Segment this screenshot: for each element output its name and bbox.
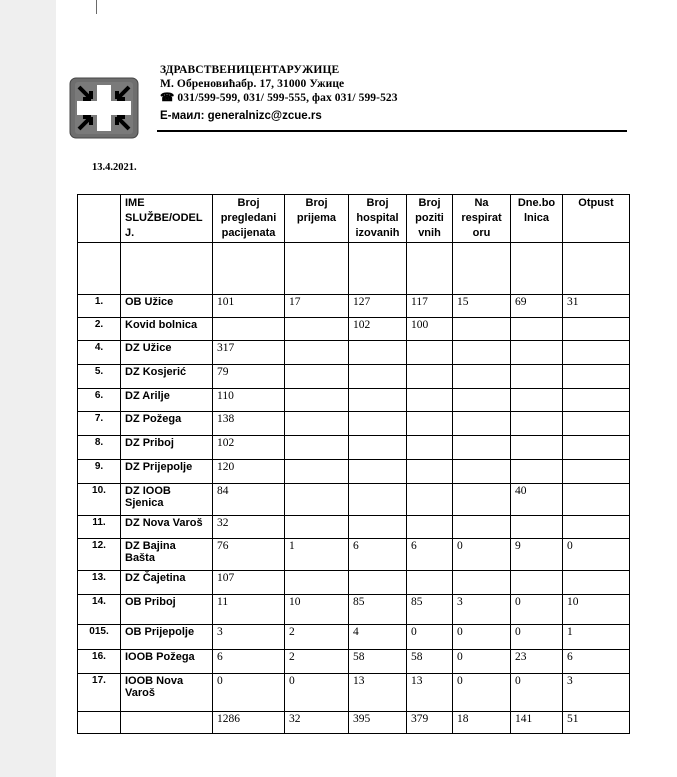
value-cell — [213, 318, 285, 341]
total-cell: 32 — [285, 712, 349, 734]
value-cell — [453, 571, 511, 595]
table-row — [78, 318, 630, 341]
column-header-line: SLUŽBE/ODEL — [125, 212, 203, 224]
health-center-logo — [69, 77, 139, 139]
total-cell: 51 — [563, 712, 630, 734]
value-cell: 102 — [213, 436, 285, 460]
value-cell: 9 — [511, 539, 563, 571]
table-row — [78, 516, 630, 539]
value-cell — [285, 436, 349, 460]
left-margin-strip — [0, 0, 56, 777]
total-cell: 141 — [511, 712, 563, 734]
value-cell — [407, 571, 453, 595]
value-cell — [511, 516, 563, 539]
value-cell — [349, 412, 407, 436]
unit-name-line: IOOB Nova — [125, 675, 184, 687]
value-cell — [349, 484, 407, 516]
table-header-row — [78, 195, 630, 243]
total-cell: 18 — [453, 712, 511, 734]
org-phones: 031/599-599, 031/ 599-555, фах 031/ 599-523 — [177, 92, 398, 104]
value-cell: 1 — [563, 625, 630, 650]
row-number: 4. — [78, 341, 121, 365]
value-cell: 0 — [453, 674, 511, 712]
value-cell: 0 — [453, 539, 511, 571]
value-cell: 3 — [563, 674, 630, 712]
value-cell — [563, 460, 630, 484]
total-cell: 379 — [407, 712, 453, 734]
value-cell — [349, 365, 407, 389]
unit-name — [121, 341, 213, 365]
total-cell: 1286 — [213, 712, 285, 734]
value-cell — [285, 365, 349, 389]
row-number: 2. — [78, 318, 121, 341]
row-number: 10. — [78, 484, 121, 516]
org-email: E-маил: generalnizc@zcue.rs — [160, 110, 322, 122]
value-cell: 3 — [453, 595, 511, 625]
column-header-line: hospital — [356, 212, 399, 224]
column-header-line: Broj — [418, 197, 441, 209]
value-cell: 1 — [285, 539, 349, 571]
value-cell: 85 — [407, 595, 453, 625]
unit-name — [121, 460, 213, 484]
table-row — [78, 295, 630, 318]
value-cell — [511, 460, 563, 484]
table-row — [78, 650, 630, 674]
patients-report-table — [77, 194, 630, 734]
value-cell — [453, 460, 511, 484]
table-row — [78, 484, 630, 516]
unit-name — [121, 412, 213, 436]
value-cell — [407, 516, 453, 539]
value-cell: 23 — [511, 650, 563, 674]
value-cell — [511, 571, 563, 595]
value-cell — [453, 516, 511, 539]
value-cell: 102 — [349, 318, 407, 341]
column-header-line: pacijenata — [221, 227, 276, 239]
unit-name — [121, 389, 213, 412]
value-cell: 0 — [285, 674, 349, 712]
value-cell — [285, 389, 349, 412]
value-cell — [407, 436, 453, 460]
value-cell: 127 — [349, 295, 407, 318]
table-row — [78, 412, 630, 436]
value-cell: 84 — [213, 484, 285, 516]
table-row — [78, 341, 630, 365]
value-cell — [285, 484, 349, 516]
column-header — [121, 195, 213, 243]
value-cell — [349, 460, 407, 484]
value-cell — [285, 318, 349, 341]
table-row — [78, 460, 630, 484]
unit-name — [121, 436, 213, 460]
column-header-line: oru — [472, 227, 491, 239]
value-cell: 79 — [213, 365, 285, 389]
value-cell: 10 — [285, 595, 349, 625]
value-cell — [285, 571, 349, 595]
value-cell — [453, 341, 511, 365]
row-number: 13. — [78, 571, 121, 595]
value-cell: 101 — [213, 295, 285, 318]
table-row — [78, 625, 630, 650]
column-header — [453, 195, 511, 243]
column-header-line: Dne.bo — [517, 197, 556, 209]
unit-name-line: DZ Požega — [125, 413, 182, 425]
unit-name — [121, 484, 213, 516]
value-cell — [563, 318, 630, 341]
value-cell: 2 — [285, 650, 349, 674]
empty-cell — [78, 712, 121, 734]
value-cell — [407, 484, 453, 516]
column-header-line: izovanih — [355, 227, 400, 239]
row-number: 5. — [78, 365, 121, 389]
row-number: 17. — [78, 674, 121, 712]
value-cell: 58 — [349, 650, 407, 674]
value-cell — [407, 412, 453, 436]
column-header-line: Broj — [366, 197, 389, 209]
totals-row — [78, 712, 630, 734]
value-cell: 0 — [453, 650, 511, 674]
value-cell — [407, 365, 453, 389]
row-number: 015. — [78, 625, 121, 650]
value-cell: 6 — [407, 539, 453, 571]
value-cell — [453, 389, 511, 412]
value-cell: 40 — [511, 484, 563, 516]
unit-name — [121, 595, 213, 625]
value-cell: 0 — [563, 539, 630, 571]
column-header-line: poziti — [415, 212, 444, 224]
unit-name — [121, 516, 213, 539]
column-header — [285, 195, 349, 243]
column-header — [511, 195, 563, 243]
value-cell — [563, 389, 630, 412]
value-cell: 0 — [453, 625, 511, 650]
value-cell: 85 — [349, 595, 407, 625]
column-header — [407, 195, 453, 243]
unit-name — [121, 674, 213, 712]
unit-name-line: DZ Nova Varoš — [125, 517, 203, 529]
unit-name — [121, 571, 213, 595]
column-header-line: IME — [125, 197, 145, 209]
value-cell: 107 — [213, 571, 285, 595]
row-number: 7. — [78, 412, 121, 436]
value-cell — [453, 365, 511, 389]
document-date: 13.4.2021. — [92, 162, 137, 173]
value-cell: 69 — [511, 295, 563, 318]
value-cell — [511, 341, 563, 365]
total-cell: 395 — [349, 712, 407, 734]
unit-name — [121, 295, 213, 318]
text-cursor-marker — [96, 0, 97, 14]
value-cell: 0 — [511, 595, 563, 625]
letterhead — [160, 63, 398, 123]
column-header-line: Broj — [305, 197, 328, 209]
value-cell: 58 — [407, 650, 453, 674]
unit-name — [121, 365, 213, 389]
value-cell: 10 — [563, 595, 630, 625]
empty-cell — [121, 712, 213, 734]
value-cell: 138 — [213, 412, 285, 436]
row-number: 12. — [78, 539, 121, 571]
phone-icon: ☎ — [160, 92, 175, 104]
value-cell — [453, 436, 511, 460]
value-cell — [407, 389, 453, 412]
value-cell — [563, 484, 630, 516]
org-address: М. Обреновићабр. 17, 31000 Ужице — [160, 78, 345, 90]
value-cell — [511, 389, 563, 412]
table-row — [78, 389, 630, 412]
value-cell — [349, 571, 407, 595]
column-header — [213, 195, 285, 243]
value-cell — [285, 460, 349, 484]
value-cell: 0 — [511, 625, 563, 650]
column-header-line: lnica — [523, 212, 550, 224]
unit-name-line: Sjenica — [125, 497, 164, 509]
column-header — [78, 195, 121, 243]
value-cell: 11 — [213, 595, 285, 625]
column-header-line: pregledani — [220, 212, 277, 224]
row-number: 8. — [78, 436, 121, 460]
unit-name-line: OB Prijepolje — [125, 626, 195, 638]
value-cell: 6 — [563, 650, 630, 674]
value-cell: 76 — [213, 539, 285, 571]
value-cell — [285, 516, 349, 539]
unit-name-line: DZ Čajetina — [125, 572, 186, 584]
value-cell — [563, 412, 630, 436]
value-cell: 0 — [213, 674, 285, 712]
unit-name-line: IOOB Požega — [125, 651, 195, 663]
value-cell — [511, 318, 563, 341]
unit-name-line: OB Priboj — [125, 596, 176, 608]
value-cell — [563, 571, 630, 595]
column-header-line: respirat — [461, 212, 502, 224]
column-header — [563, 195, 630, 243]
table-row — [78, 571, 630, 595]
value-cell: 117 — [407, 295, 453, 318]
table-blank-row — [78, 243, 630, 295]
row-number: 6. — [78, 389, 121, 412]
column-header-line: Broj — [237, 197, 260, 209]
value-cell — [349, 516, 407, 539]
value-cell: 32 — [213, 516, 285, 539]
value-cell — [453, 412, 511, 436]
unit-name-line: DZ Priboj — [125, 437, 174, 449]
column-header-line: J. — [125, 227, 135, 239]
value-cell — [349, 341, 407, 365]
unit-name-line: DZ Arilje — [125, 390, 170, 402]
column-header-line: vnih — [418, 227, 441, 239]
value-cell — [563, 341, 630, 365]
value-cell — [453, 318, 511, 341]
value-cell — [285, 341, 349, 365]
value-cell — [511, 412, 563, 436]
unit-name — [121, 318, 213, 341]
row-number: 9. — [78, 460, 121, 484]
letterhead-divider — [157, 130, 627, 132]
row-number: 16. — [78, 650, 121, 674]
unit-name-line: Bašta — [125, 552, 155, 564]
value-cell: 0 — [407, 625, 453, 650]
column-header — [349, 195, 407, 243]
unit-name-line: DZ IOOB — [125, 485, 171, 497]
unit-name — [121, 650, 213, 674]
value-cell: 4 — [349, 625, 407, 650]
value-cell: 13 — [407, 674, 453, 712]
column-header-line: prijema — [296, 212, 337, 224]
value-cell — [563, 516, 630, 539]
value-cell: 2 — [285, 625, 349, 650]
value-cell — [453, 484, 511, 516]
table-row — [78, 436, 630, 460]
value-cell: 31 — [563, 295, 630, 318]
row-number: 11. — [78, 516, 121, 539]
unit-name-line: OB Užice — [125, 296, 174, 308]
unit-name-line: DZ Prijepolje — [125, 461, 193, 473]
org-phones-line — [160, 91, 398, 105]
value-cell — [407, 341, 453, 365]
value-cell — [285, 412, 349, 436]
value-cell — [511, 436, 563, 460]
value-cell: 13 — [349, 674, 407, 712]
value-cell — [511, 365, 563, 389]
row-number: 1. — [78, 295, 121, 318]
row-number: 14. — [78, 595, 121, 625]
value-cell — [407, 460, 453, 484]
unit-name-line: DZ Bajina — [125, 540, 176, 552]
value-cell: 6 — [349, 539, 407, 571]
table-row — [78, 674, 630, 712]
value-cell — [563, 365, 630, 389]
value-cell: 120 — [213, 460, 285, 484]
unit-name-line: Kovid bolnica — [125, 319, 198, 331]
value-cell: 17 — [285, 295, 349, 318]
value-cell: 100 — [407, 318, 453, 341]
value-cell: 0 — [511, 674, 563, 712]
unit-name — [121, 625, 213, 650]
unit-name — [121, 539, 213, 571]
value-cell: 6 — [213, 650, 285, 674]
table-row — [78, 595, 630, 625]
value-cell: 15 — [453, 295, 511, 318]
value-cell — [563, 436, 630, 460]
table-row — [78, 539, 630, 571]
value-cell: 3 — [213, 625, 285, 650]
table-row — [78, 365, 630, 389]
value-cell: 110 — [213, 389, 285, 412]
unit-name-line: DZ Užice — [125, 342, 172, 354]
value-cell: 317 — [213, 341, 285, 365]
org-name: ЗДРАВСТВЕНИЦЕНТАРУЖИЦЕ — [160, 64, 340, 76]
column-header-line: Otpust — [578, 197, 614, 209]
unit-name-line: Varoš — [125, 687, 155, 699]
value-cell — [349, 436, 407, 460]
column-header-line: Na — [474, 197, 489, 209]
value-cell — [349, 389, 407, 412]
unit-name-line: DZ Kosjerić — [125, 366, 187, 378]
